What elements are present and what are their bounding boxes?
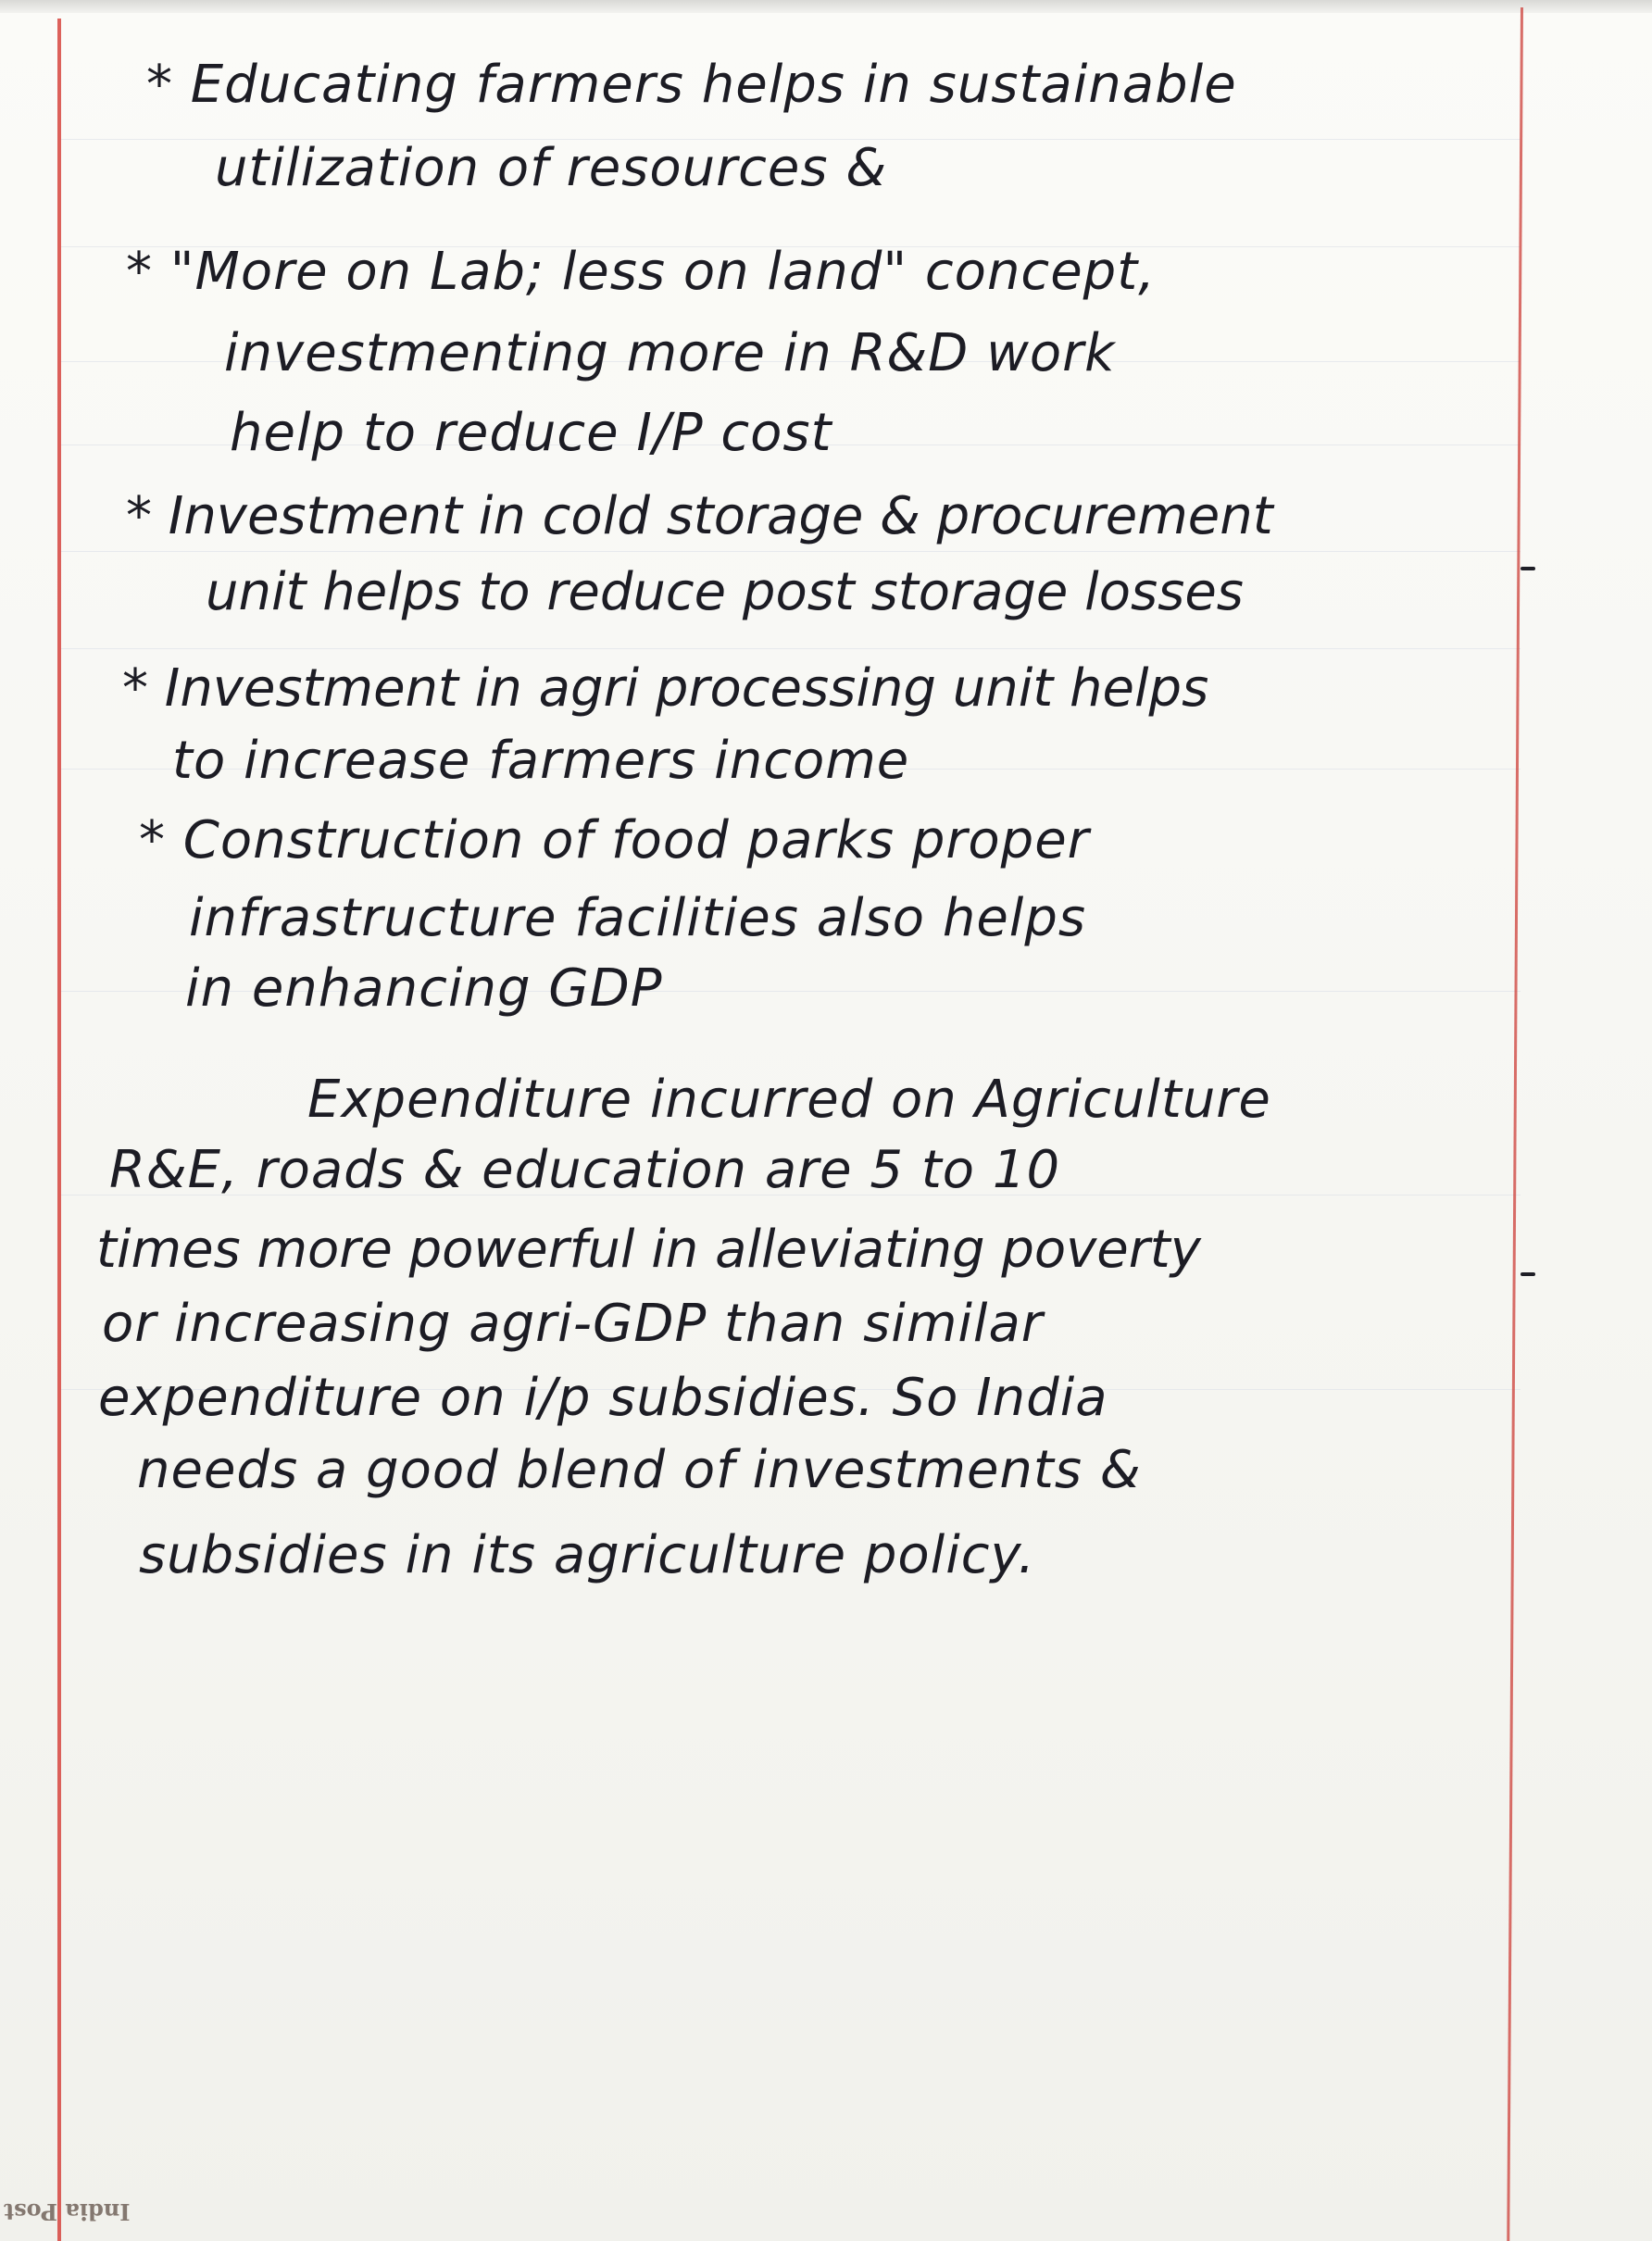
- note-line-7: unit helps to reduce post storage losses: [206, 562, 1244, 622]
- note-line-3: * "More on Lab; less on land" concept,: [126, 242, 1156, 302]
- note-line-16: or increasing agri-GDP than similar: [102, 1294, 1044, 1354]
- note-line-2: utilization of resources &: [215, 138, 887, 198]
- note-line-13: Expenditure incurred on Agriculture: [307, 1070, 1271, 1130]
- note-line-19: subsidies in its agriculture policy.: [139, 1525, 1036, 1585]
- note-line-8: * Investment in agri processing unit helps: [122, 658, 1209, 719]
- left-margin-line: [57, 19, 61, 2241]
- note-line-6: * Investment in cold storage & procurement: [126, 486, 1273, 546]
- margin-ink-mark: [1521, 567, 1535, 570]
- note-line-1: * Educating farmers helps in sustainable: [146, 55, 1237, 115]
- ruling-line: [61, 551, 1521, 552]
- note-line-11: infrastructure facilities also helps: [189, 888, 1087, 948]
- note-line-5: help to reduce I/P cost: [230, 403, 832, 463]
- right-margin-line: [1507, 7, 1523, 2241]
- note-line-10: * Construction of food parks proper: [139, 810, 1090, 870]
- ruling-line: [61, 648, 1521, 649]
- margin-ink-mark: [1521, 1272, 1535, 1276]
- note-line-17: expenditure on i/p subsidies. So India: [98, 1368, 1108, 1428]
- note-line-9: to increase farmers income: [172, 731, 910, 791]
- note-line-4: investmenting more in R&D work: [224, 323, 1116, 383]
- page-top-edge: [0, 0, 1652, 13]
- india-post-stamp: India Post: [4, 2198, 131, 2225]
- note-line-14: R&E, roads & education are 5 to 10: [109, 1140, 1061, 1200]
- note-line-18: needs a good blend of investments &: [137, 1440, 1142, 1500]
- note-line-15: times more powerful in alleviating poverty: [96, 1220, 1201, 1280]
- note-line-12: in enhancing GDP: [185, 958, 663, 1019]
